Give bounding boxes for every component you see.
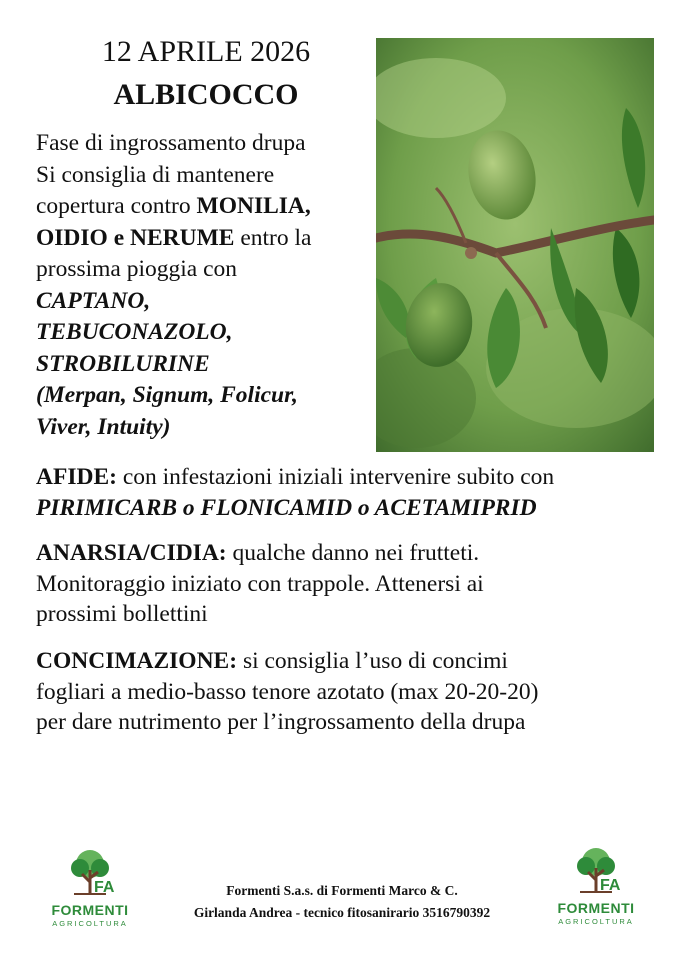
disease-monilia: MONILIA, <box>196 193 311 219</box>
logo-name: FORMENTI <box>51 902 129 918</box>
company-name: Formenti S.a.s. di Formenti Marco & C. <box>226 883 458 898</box>
technician-contact: Girlanda Andrea - tecnico fitosanirario 3516790392 <box>193 905 491 920</box>
anarsia-title: ANARSIA/CIDIA: <box>36 540 227 566</box>
anarsia-line <box>36 538 656 569</box>
intro-text: copertura contro <box>36 193 197 219</box>
afide-products: PIRIMICARB o FLONICAMID o ACETAMIPRID <box>36 494 537 521</box>
intro-line: Si consiglia di mantenere <box>36 161 275 188</box>
intro-text: entro la <box>234 224 312 251</box>
anarsia-text: qualche danno nei frutteti. <box>226 540 480 566</box>
product-strobilurine: STROBILURINE <box>36 350 210 377</box>
apricot-photo <box>376 38 654 452</box>
formenti-logo <box>30 848 150 948</box>
footer <box>150 880 534 924</box>
product-tebuconazolo: TEBUCONAZOLO, <box>36 319 233 345</box>
brand-list: Viver, Intuity) <box>36 413 171 440</box>
anarsia-line: Monitoraggio iniziato con trappole. Attenersi ai <box>36 570 484 597</box>
logo-initials: FA <box>600 877 621 894</box>
afide-line <box>36 462 656 493</box>
concimazione-line: per dare nutrimento per l’ingrossamento della drupa <box>36 709 526 735</box>
section-concimazione <box>36 646 656 738</box>
disease-oidio: OIDIO <box>36 224 108 251</box>
conjunction: e <box>107 224 131 251</box>
intro-line <box>36 223 376 255</box>
formenti-logo <box>536 846 656 946</box>
section-anarsia <box>36 538 656 630</box>
date-heading: 12 APRILE 2026 <box>101 35 311 68</box>
tree-icon <box>536 846 656 900</box>
concimazione-line <box>36 646 656 677</box>
anarsia-line: prossimi bollettini <box>36 601 208 627</box>
intro-block <box>36 128 376 443</box>
product-captano: CAPTANO, <box>36 287 151 314</box>
afide-text: con infestazioni iniziali intervenire subito con <box>116 464 555 490</box>
crop-heading: ALBICOCCO <box>113 78 299 111</box>
tree-icon <box>30 848 150 902</box>
intro-line: prossima pioggia con <box>36 256 238 282</box>
section-afide <box>36 462 656 523</box>
logo-name: FORMENTI <box>557 900 635 916</box>
logo-subtitle: AGRICOLTURA <box>558 917 634 926</box>
concimazione-line: fogliari a medio-basso tenore azotato (max 20-20-20) <box>36 678 539 705</box>
logo-initials: FA <box>94 879 115 896</box>
logo-subtitle: AGRICOLTURA <box>52 919 128 928</box>
brand-list: (Merpan, Signum, Folicur, <box>36 382 298 408</box>
disease-nerume: NERUME <box>130 224 235 251</box>
intro-line <box>36 191 376 223</box>
afide-title: AFIDE: <box>36 464 117 490</box>
concimazione-text: si consiglia l’uso di concimi <box>237 648 508 674</box>
concimazione-title: CONCIMAZIONE: <box>36 648 238 674</box>
intro-line: Fase di ingrossamento drupa <box>36 130 306 156</box>
